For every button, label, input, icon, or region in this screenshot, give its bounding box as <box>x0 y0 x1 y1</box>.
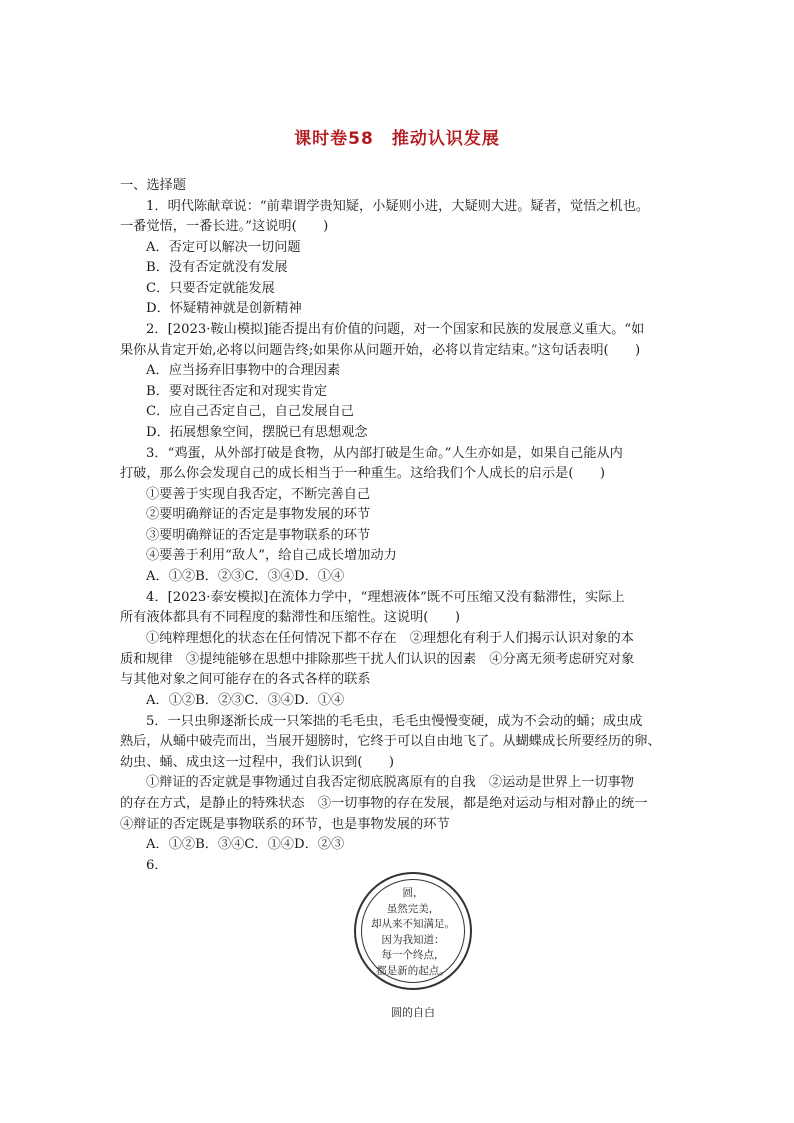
q2-option-b: B．要对既往否定和对现实肯定 <box>146 384 328 399</box>
page-title: 课时卷58 推动认识发展 <box>294 129 500 149</box>
poem-line: 因为我知道： <box>381 933 445 946</box>
q4-stem-line1: 4．[2023·泰安模拟]在流体力学中，“理想液体”既不可压缩又没有黏滞性，实际上 <box>146 590 625 605</box>
q3-item-2: ②要明确辩证的否定是事物发展的环节 <box>146 507 371 522</box>
q5-body-line6: ④辩证的否定既是事物联系的环节，也是事物发展的环节 <box>120 817 450 832</box>
q3-item-1: ①要善于实现自我否定，不断完善自己 <box>146 487 371 502</box>
poem-line: 却从来不知满足。 <box>371 918 455 930</box>
q5-stem-line1: 5．一只虫卵逐渐长成一只笨拙的毛毛虫，毛毛虫慢慢变硬，成为不会动的蛹；成虫成 <box>146 714 643 729</box>
q2-option-c: C．应自己否定自己，自己发展自己 <box>146 404 354 419</box>
q6-number: 6． <box>146 858 168 873</box>
q2-option-a: A．应当扬弃旧事物中的合理因素 <box>146 363 341 378</box>
q4-body-line3: ①纯粹理想化的状态在任何情况下都不存在 ②理想化有利于人们揭示认识对象的本 <box>146 631 634 646</box>
q4-body-line4: 质和规律 ③提纯能够在思想中排除那些干扰人们认识的因素 ④分离无须考虑研究对象 <box>120 652 635 667</box>
q5-stem-line3: 幼虫、蛹、成虫这一过程中，我们认识到( ) <box>120 755 395 770</box>
q5-stem-line2: 熟后，从蛹中破壳而出，当展开翅膀时，它终于可以自由地飞了。从蝴蝶成长所要经历的卵、 <box>120 734 661 749</box>
q2-option-d: D．拓展想象空间，摆脱已有思想观念 <box>146 425 368 440</box>
q3-answers: A．①②B．②③C．③④D．①④ <box>146 569 345 584</box>
q1-option-b: B．没有否定就没有发展 <box>146 260 288 275</box>
section-heading: 一、选择题 <box>120 178 186 193</box>
q3-stem-line2: 打破，那么你会发现自己的成长相当于一种重生。这给我们个人成长的启示是( ) <box>120 466 606 481</box>
q3-item-4: ④要善于利用“敌人”，给自己成长增加动力 <box>146 548 397 563</box>
poem-line: 圆， <box>402 887 424 899</box>
poem-line: 虽然完美， <box>386 902 440 915</box>
poem-line: 都是新的起点。 <box>376 964 450 977</box>
q5-body-line4: ①辩证的否定就是事物通过自我否定彻底脱离原有的自我 ②运动是世界上一切事物 <box>146 775 634 790</box>
q1-stem-line1: 1．明代陈献章说：“前辈谓学贵知疑，小疑则小进，大疑则大进。疑者，觉悟之机也。 <box>146 199 650 214</box>
q4-stem-line2: 所有液体都具有不同程度的黏滞性和压缩性。这说明( ) <box>120 610 460 625</box>
q2-stem-line1: 2．[2023·鞍山模拟]能否提出有价值的问题，对一个国家和民族的发展意义重大。“如 <box>146 322 645 337</box>
q1-option-d: D．怀疑精神就是创新精神 <box>146 301 302 316</box>
q4-answers: A．①②B．②③C．③④D．①④ <box>146 693 345 708</box>
q2-stem-line2: 果你从肯定开始,必将以问题告终;如果你从问题开始，必将以肯定结束。”这句话表明( ) <box>120 343 641 358</box>
q5-body-line5: 的存在方式，是静止的特殊状态 ③一切事物的存在发展，都是绝对运动与相对静止的统一 <box>120 796 648 811</box>
q1-stem-line2: 一番觉悟，一番长进。”这说明( ) <box>120 219 329 234</box>
q3-stem-line1: 3．“鸡蛋，从外部打破是食物，从内部打破是生命。”人生亦如是，如果自己能从内 <box>146 446 623 461</box>
q3-item-3: ③要明确辩证的否定是事物联系的环节 <box>146 528 371 543</box>
q5-answers: A．①②B．③④C．①④D．②③ <box>146 837 345 852</box>
figure-caption: 圆的自白 <box>391 1006 435 1019</box>
circle-poem <box>354 886 472 979</box>
circle-figure <box>354 872 472 990</box>
q1-option-c: C．只要否定就能发展 <box>146 281 275 296</box>
poem-line: 每一个终点， <box>381 949 445 961</box>
q4-body-line5: 与其他对象之间可能存在的各式各样的联系 <box>120 672 371 687</box>
q1-option-a: A．否定可以解决一切问题 <box>146 240 301 255</box>
